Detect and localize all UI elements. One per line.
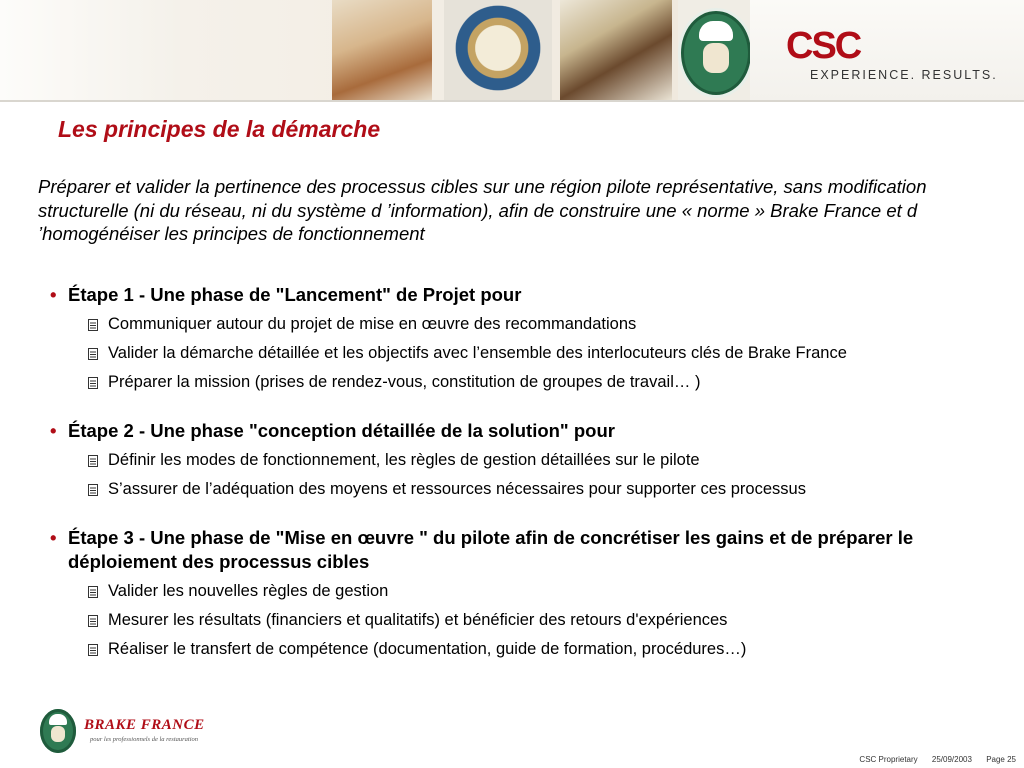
bullet-icon: •	[50, 527, 57, 548]
step-title	[48, 526, 1008, 574]
step-title-text: Étape 3 - Une phase de "Mise en œuvre " du pilote afin de concrétiser les gains et de préparer le déploiement des processus cibles	[68, 527, 914, 572]
chef-seal-icon	[678, 8, 750, 98]
intro-paragraph: Préparer et valider la pertinence des processus cibles sur une région pilote représentative, sans modification structurelle (ni du réseau, ni du système d ’information), afin de construire une « norme » Brake France et d ’homogénéiser les principes de fonctionnement	[38, 176, 927, 244]
list-item	[88, 475, 1008, 504]
chef-seal-icon	[40, 709, 76, 753]
step-1	[48, 283, 1008, 397]
list-item	[88, 577, 1008, 606]
list-item	[88, 310, 1008, 339]
slide-title: Les principes de la démarche	[58, 116, 381, 142]
note-bullet-icon	[88, 348, 98, 360]
list-item	[88, 339, 1008, 368]
steps-list	[48, 283, 1008, 686]
food-photo-strip	[180, 0, 750, 100]
list-item-text: Communiquer autour du projet de mise en œuvre des recommandations	[108, 315, 637, 333]
note-bullet-icon	[88, 615, 98, 627]
tagline: EXPERIENCE. RESULTS.	[810, 68, 998, 82]
page-number: Page 25	[986, 755, 1016, 764]
note-bullet-icon	[88, 644, 98, 656]
food-photo-3	[560, 0, 672, 100]
brand-subtitle: pour les professionnels de la restauration	[90, 736, 199, 743]
list-item-text: Définir les modes de fonctionnement, les règles de gestion détaillées sur le pilote	[108, 451, 700, 469]
proprietary-label: CSC Proprietary	[859, 755, 918, 764]
list-item-text: Mesurer les résultats (financiers et qualitatifs) et bénéficier des retours d'expériences	[108, 611, 728, 629]
list-item-text: Réaliser le transfert de compétence (documentation, guide de formation, procédures…)	[108, 640, 747, 658]
footer-date: 25/09/2003	[931, 755, 972, 764]
list-item	[88, 446, 1008, 475]
step-title	[48, 419, 1008, 443]
step-items	[48, 446, 1008, 504]
header-band	[0, 0, 1024, 102]
note-bullet-icon	[88, 455, 98, 467]
list-item-text: Valider la démarche détaillée et les objectifs avec l’ensemble des interlocuteurs clés de Brake France	[108, 344, 847, 362]
brand-name: BRAKE FRANCE	[84, 717, 205, 733]
food-photo-1	[332, 0, 432, 100]
footer-info	[847, 755, 1016, 764]
list-item-text: Préparer la mission (prises de rendez-vous, constitution de groupes de travail… )	[108, 373, 701, 391]
brake-france-logo	[40, 709, 230, 757]
note-bullet-icon	[88, 319, 98, 331]
step-3	[48, 526, 1008, 664]
food-photo-2	[444, 0, 552, 100]
step-title-text: Étape 2 - Une phase "conception détaillée de la solution" pour	[68, 420, 615, 441]
list-item	[88, 368, 1008, 397]
step-title-text: Étape 1 - Une phase de "Lancement" de Projet pour	[68, 284, 522, 305]
list-item	[88, 606, 1008, 635]
step-items	[48, 577, 1008, 664]
csc-logo	[786, 26, 866, 64]
step-items	[48, 310, 1008, 397]
note-bullet-icon	[88, 377, 98, 389]
bullet-icon: •	[50, 420, 57, 441]
note-bullet-icon	[88, 484, 98, 496]
list-item-text: Valider les nouvelles règles de gestion	[108, 582, 389, 600]
note-bullet-icon	[88, 586, 98, 598]
list-item	[88, 635, 1008, 664]
csc-logo-text: CSC	[786, 26, 861, 64]
step-2	[48, 419, 1008, 504]
step-title	[48, 283, 1008, 307]
list-item-text: S’assurer de l’adéquation des moyens et ressources nécessaires pour supporter ces processus	[108, 480, 806, 498]
header-fade	[0, 0, 180, 100]
bullet-icon: •	[50, 284, 57, 305]
food-photo-4	[678, 0, 750, 100]
